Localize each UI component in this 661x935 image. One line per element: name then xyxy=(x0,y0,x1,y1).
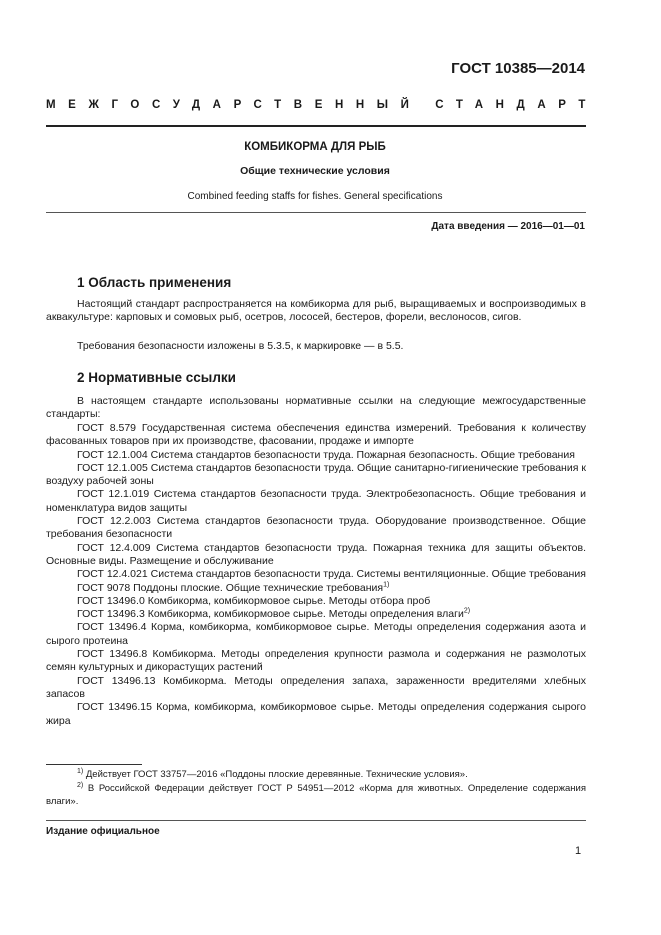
reference-item: ГОСТ 12.4.009 Система стандартов безопасности труда. Пожарная техника для защиты объектов. Основные виды. Размещение и обслуживание xyxy=(46,541,586,567)
footnote-ref-2: 2) xyxy=(463,607,471,615)
section-2-intro: В настоящем стандарте использованы нормативные ссылки на следующие межгосударственные стандарты: xyxy=(46,395,586,421)
reference-item: ГОСТ 8.579 Государственная система обеспечения единства измерений. Требования к количеству фасованных товаров при их производстве, фасовании, продаже и импорте xyxy=(46,422,586,448)
reference-item: ГОСТ 13496.13 Комбикорма. Методы определения запаха, зараженности вредителями хлебных запасов xyxy=(46,674,586,700)
section-2-heading: 2 Нормативные ссылки xyxy=(77,370,236,385)
top-rule xyxy=(46,125,586,127)
intro-date: Дата введения — 2016—01—01 xyxy=(431,221,585,232)
section-1-paragraph-1: Настоящий стандарт распространяется на комбикорма для рыб, выращиваемых и воспроизводимых в аквакультуре: карповых и сомовых рыб, осетров, лососей, бестеров, форели, веслоносов, сигов. xyxy=(46,298,586,324)
footnote-rule xyxy=(46,764,142,765)
reference-list xyxy=(46,422,586,728)
reference-item: ГОСТ 13496.4 Корма, комбикорма, комбикормовое сырье. Методы определения содержания азота и сырого протеина xyxy=(46,621,586,647)
reference-item: ГОСТ 13496.0 Комбикорма, комбикормовое сырье. Методы отбора проб xyxy=(77,594,431,607)
reference-text: ГОСТ 13496.3 Комбикорма, комбикормовое сырье. Методы определения влаги xyxy=(77,608,464,621)
footnote-1 xyxy=(46,768,586,781)
bottom-rule xyxy=(46,820,586,821)
reference-item-13496-3 xyxy=(46,608,586,621)
footnote-mark: 2) xyxy=(77,781,84,789)
reference-item: ГОСТ 12.1.004 Система стандартов безопасности труда. Пожарная безопасность. Общие требования xyxy=(77,448,575,461)
footnote-mark: 1) xyxy=(77,767,84,775)
title-rule xyxy=(46,212,586,213)
official-edition-label: Издание официальное xyxy=(46,826,160,837)
footnote-text: Действует ГОСТ 33757—2016 «Поддоны плоские деревянные. Технические условия». xyxy=(83,769,468,780)
section-1-heading: 1 Область применения xyxy=(77,275,232,290)
footnote-text: В Российской Федерации действует ГОСТ Р 54951—2012 «Корма для животных. Определение содержания влаги». xyxy=(46,783,586,807)
footnote-2 xyxy=(46,782,586,808)
reference-item: ГОСТ 12.1.019 Система стандартов безопасности труда. Электробезопасность. Общие требования и номенклатура видов защиты xyxy=(46,488,586,514)
document-subtitle: Общие технические условия xyxy=(240,165,390,177)
standard-category xyxy=(46,99,598,111)
footnote-ref-1: 1) xyxy=(383,581,390,589)
reference-item: ГОСТ 12.1.005 Система стандартов безопасности труда. Общие санитарно-гигиенические требования к воздуху рабочей зоны xyxy=(46,461,586,488)
page-number: 1 xyxy=(575,845,582,857)
english-title: Combined feeding staffs for fishes. General specifications xyxy=(187,191,443,202)
reference-item: ГОСТ 12.2.003 Система стандартов безопасности труда. Оборудование производственное. Общие требования безопасности xyxy=(46,515,586,541)
category-word-2: СТАНДАРТ xyxy=(435,99,598,111)
document-title: КОМБИКОРМА ДЛЯ РЫБ xyxy=(244,141,386,153)
section-1-paragraph-2: Требования безопасности изложены в 5.3.5, к маркировке — в 5.5. xyxy=(77,340,404,352)
reference-item-9078 xyxy=(46,582,586,595)
reference-item: ГОСТ 13496.15 Корма, комбикорма, комбикормовое сырье. Методы определения содержания сырого жира xyxy=(46,701,586,727)
reference-item: ГОСТ 12.4.021 Система стандартов безопасности труда. Системы вентиляционные. Общие требования xyxy=(77,568,586,581)
category-word-1: МЕЖГОСУДАРСТВЕННЫЙ xyxy=(46,99,422,111)
reference-text: ГОСТ 9078 Поддоны плоские. Общие технические требования xyxy=(77,581,384,594)
reference-item: ГОСТ 13496.8 Комбикорма. Методы определения крупности размола и содержания не размолотых семян культурных и дикорастущих растений xyxy=(46,648,586,674)
gost-number: ГОСТ 10385—2014 xyxy=(451,60,585,77)
